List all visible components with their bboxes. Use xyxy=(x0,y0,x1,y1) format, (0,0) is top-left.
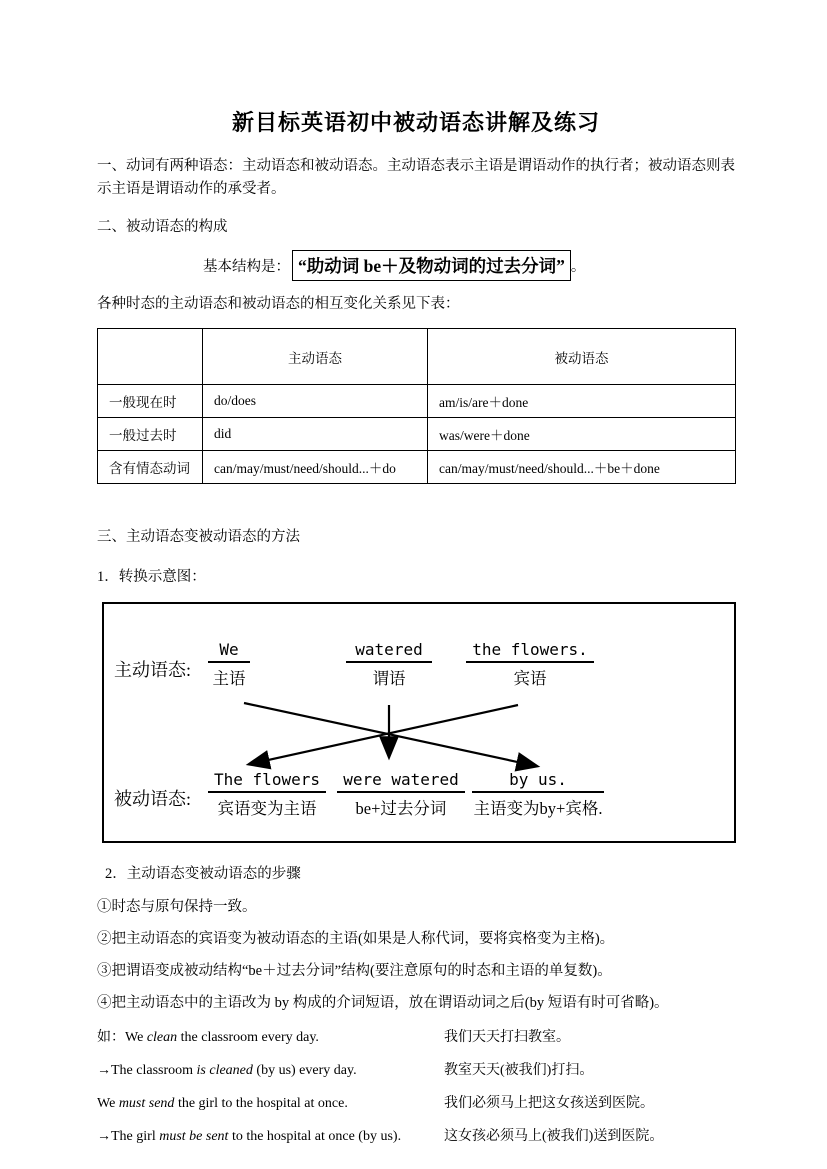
section-one-paragraph: 一、动词有两种语态：主动语态和被动语态。主动语态表示主语是谓语动作的执行者；被动语态则表示主语是谓语动作的承受者。 xyxy=(97,158,735,197)
passive-agent-column xyxy=(472,770,604,819)
active-object-role: 宾语 xyxy=(513,669,547,688)
example-en-italic: must be sent xyxy=(159,1129,229,1144)
example-row xyxy=(97,1094,735,1114)
table-cell: was/were＋done xyxy=(428,418,736,451)
example-chinese: 教室天天(被我们)打扫。 xyxy=(444,1063,594,1078)
example-en-post: to the hospital at once (by us). xyxy=(228,1129,402,1144)
example-chinese: 我们天天打扫教室。 xyxy=(444,1030,570,1045)
step-item-3: ③把谓语变成被动结构“be＋过去分词”结构(要注意原句的时态和主语的单复数)。 xyxy=(97,963,612,979)
structure-suffix: 。 xyxy=(570,259,586,275)
steps-heading: 2．主动语态变被动语态的步骤 xyxy=(105,866,301,882)
table-cell: am/is/are＋done xyxy=(428,385,736,418)
step-item-1: ①时态与原句保持一致。 xyxy=(97,899,257,915)
example-en-italic: must send xyxy=(118,1096,175,1111)
structure-label: 基本结构是： xyxy=(203,259,290,275)
structure-formula-box: “助动词 be＋及物动词的过去分词” xyxy=(292,250,571,281)
table-header-active: 主动语态 xyxy=(203,329,428,385)
example-english xyxy=(97,1061,444,1081)
passive-voice-label: 被动语态: xyxy=(114,789,192,809)
example-en-italic: is cleaned xyxy=(196,1063,253,1078)
example-row xyxy=(97,1127,735,1147)
active-object-word: the flowers. xyxy=(466,640,594,663)
example-row xyxy=(97,1028,735,1048)
active-subject-role: 主语 xyxy=(212,669,246,688)
table-cell: do/does xyxy=(203,385,428,418)
passive-verb-role: be+过去分词 xyxy=(355,799,447,818)
example-row xyxy=(97,1061,735,1081)
table-intro-text: 各种时态的主动语态和被动语态的相互变化关系见下表： xyxy=(97,296,460,312)
step-item-4: ④把主动语态中的主语改为 by 构成的介词短语，放在谓语动词之后(by 短语有时可省略)。 xyxy=(97,995,669,1011)
table-cell: did xyxy=(203,418,428,451)
example-english xyxy=(97,1028,444,1048)
step-item-2: ②把主动语态的宾语变为被动语态的主语(如果是人称代词，要将宾格变为主格)。 xyxy=(97,931,615,947)
document-content xyxy=(97,0,735,1147)
example-en-pre: We xyxy=(97,1096,119,1111)
section-three-heading: 三、主动语态变被动语态的方法 xyxy=(97,529,300,545)
examples-section xyxy=(97,1028,735,1147)
active-subject-word: We xyxy=(208,640,250,663)
example-english xyxy=(97,1127,444,1147)
example-en-post: (by us) every day. xyxy=(252,1063,357,1078)
table-cell: 一般现在时 xyxy=(98,385,203,418)
example-en-post: the classroom every day. xyxy=(177,1030,319,1045)
example-en-pre: →The classroom xyxy=(97,1063,197,1078)
table-row xyxy=(98,451,736,484)
basic-structure-line xyxy=(97,250,735,281)
table-header-row xyxy=(98,329,736,385)
passive-subject-column xyxy=(208,770,326,819)
example-en-italic: clean xyxy=(146,1030,178,1045)
table-cell: 含有情态动词 xyxy=(98,451,203,484)
table-row xyxy=(98,385,736,418)
page-title: 新目标英语初中被动语态讲解及练习 xyxy=(231,111,600,136)
passive-agent-role: 主语变为by+宾格. xyxy=(473,799,603,818)
example-english xyxy=(97,1094,444,1114)
section-two-heading: 二、被动语态的构成 xyxy=(97,219,228,235)
table-cell: 一般过去时 xyxy=(98,418,203,451)
table-cell: can/may/must/need/should...＋be＋done xyxy=(428,451,736,484)
active-object-column xyxy=(466,640,594,689)
passive-verb-word: were watered xyxy=(337,770,465,793)
example-en-pre: 如：We xyxy=(97,1030,147,1045)
table-row xyxy=(98,418,736,451)
diagram-caption: 1．转换示意图： xyxy=(97,569,206,585)
table-header-passive: 被动语态 xyxy=(428,329,736,385)
passive-subject-role: 宾语变为主语 xyxy=(217,799,317,818)
voice-comparison-table xyxy=(97,328,736,484)
passive-agent-word: by us. xyxy=(472,770,604,793)
active-predicate-role: 谓语 xyxy=(372,669,406,688)
example-en-post: the girl to the hospital at once. xyxy=(174,1096,348,1111)
example-chinese: 我们必须马上把这女孩送到医院。 xyxy=(444,1096,654,1111)
passive-verb-column xyxy=(337,770,465,819)
active-voice-label: 主动语态: xyxy=(114,660,192,680)
voice-transformation-diagram xyxy=(102,602,736,843)
example-en-pre: →The girl xyxy=(97,1129,160,1144)
table-header-empty xyxy=(98,329,203,385)
active-subject-column xyxy=(208,640,250,689)
example-chinese: 这女孩必须马上(被我们)送到医院。 xyxy=(444,1129,664,1144)
passive-subject-word: The flowers xyxy=(208,770,326,793)
active-predicate-word: watered xyxy=(346,640,432,663)
table-cell: can/may/must/need/should...＋do xyxy=(203,451,428,484)
active-predicate-column xyxy=(346,640,432,689)
